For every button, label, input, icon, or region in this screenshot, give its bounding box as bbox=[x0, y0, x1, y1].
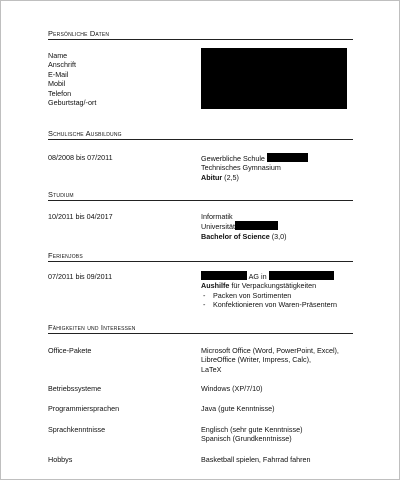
skills-office-values bbox=[201, 346, 339, 374]
job-company-suffix: AG in bbox=[248, 272, 267, 281]
office-value: Microsoft Office (Word, PowerPoint, Excel), bbox=[201, 346, 339, 355]
job-task-list bbox=[201, 291, 337, 310]
language-value: Englisch (sehr gute Kenntnisse) bbox=[201, 425, 303, 434]
redacted-school-town bbox=[267, 153, 308, 162]
study-details bbox=[201, 212, 287, 241]
skills-lang-values bbox=[201, 425, 302, 444]
label-name: Name bbox=[48, 51, 68, 60]
skills-os-label: Betriebssysteme bbox=[48, 384, 102, 393]
label-mobile: Mobil bbox=[48, 79, 66, 89]
list-item: - Packen von Sortimenten bbox=[203, 290, 292, 300]
section-heading-jobs: Ferienjobs bbox=[48, 251, 353, 262]
personal-labels bbox=[48, 51, 96, 107]
skills-prog-value: Java (gute Kenntnisse) bbox=[201, 404, 275, 413]
office-value: LibreOffice (Writer, Impress, Calc), bbox=[201, 355, 311, 365]
job-details bbox=[201, 271, 337, 310]
redacted-university-name bbox=[235, 221, 278, 230]
section-heading-personal: Persönliche Daten bbox=[48, 29, 353, 40]
label-birth: Geburtstag/-ort bbox=[48, 98, 97, 108]
study-grade: (3,0) bbox=[271, 231, 287, 241]
school-name: Gewerbliche Schule bbox=[201, 154, 265, 163]
skills-os-value: Windows (XP/7/10) bbox=[201, 384, 263, 393]
redacted-personal-block bbox=[201, 48, 347, 109]
school-date: 08/2008 bis 07/2011 bbox=[48, 153, 113, 162]
list-item: - Konfektionieren von Waren-Präsentern bbox=[203, 300, 337, 310]
school-details bbox=[201, 153, 308, 182]
language-value: Spanisch (Grundkenntnisse) bbox=[201, 434, 292, 444]
school-degree: Abitur bbox=[201, 172, 223, 182]
skills-prog-label: Programmiersprachen bbox=[48, 404, 120, 413]
skills-hobby-value: Basketball spielen, Fahrrad fahren bbox=[201, 455, 311, 464]
office-value: LaTeX bbox=[201, 364, 222, 374]
label-address: Anschrift bbox=[48, 60, 76, 70]
skills-office-label: Office-Pakete bbox=[48, 346, 92, 355]
skills-hobby-label: Hobbys bbox=[48, 455, 73, 464]
redacted-company bbox=[201, 271, 247, 280]
section-heading-study: Studium bbox=[48, 190, 353, 201]
label-phone: Telefon bbox=[48, 88, 72, 98]
study-degree: Bachelor of Science bbox=[201, 231, 270, 241]
skills-lang-label: Sprachkenntnisse bbox=[48, 425, 106, 434]
redacted-job-city bbox=[269, 271, 334, 280]
study-subject: Informatik bbox=[201, 212, 233, 221]
study-university: Universität bbox=[201, 222, 235, 232]
study-date: 10/2011 bis 04/2017 bbox=[48, 212, 113, 221]
job-date: 07/2011 bis 09/2011 bbox=[48, 272, 113, 281]
label-email: E-Mail bbox=[48, 69, 69, 79]
job-role-desc: für Verpackungstätigkeiten bbox=[231, 281, 317, 291]
school-grade: (2,5) bbox=[224, 172, 239, 182]
section-heading-skills: Fähigkeiten und Interessen bbox=[48, 323, 353, 334]
school-type: Technisches Gymnasium bbox=[201, 163, 281, 173]
section-heading-school: Schulische Ausbildung bbox=[48, 129, 353, 140]
job-role: Aushilfe bbox=[201, 281, 230, 291]
